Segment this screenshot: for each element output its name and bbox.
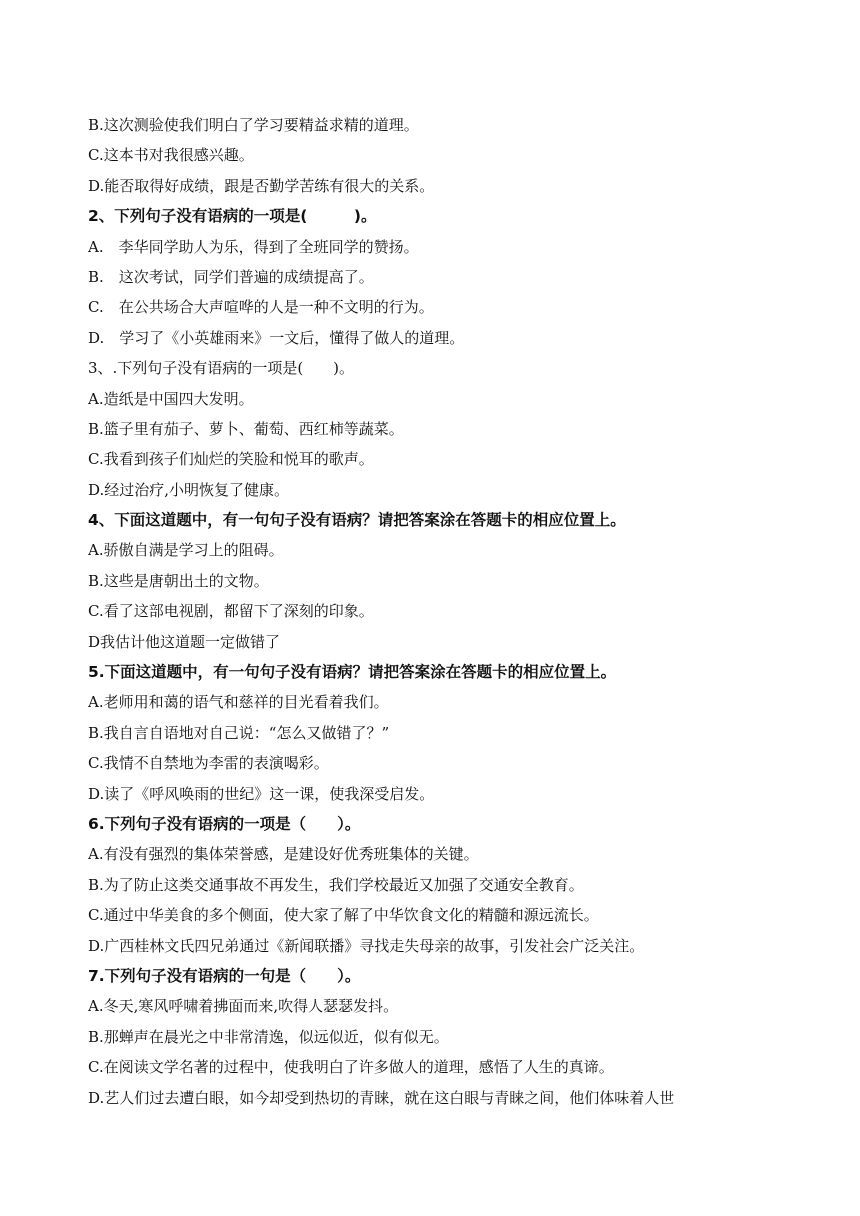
option-line: B.这次测验使我们明白了学习要精益求精的道理。 (88, 116, 419, 134)
option-line: D.经过治疗,小明恢复了健康。 (88, 480, 290, 499)
option-line: B.那蝉声在晨光之中非常清逸，似远似近，似有似无。 (88, 1027, 449, 1046)
question-heading: 6.下列句子没有语病的一项是（ ）。 (88, 814, 361, 833)
option-line: D.读了《呼风唤雨的世纪》这一课，使我深受启发。 (88, 784, 435, 803)
option-line: C.通过中华美食的多个侧面，使大家了解了中华饮食文化的精髓和源远流长。 (88, 906, 599, 925)
question-heading: 3、.下列句子没有语病的一项是( )。 (88, 359, 355, 378)
option-line: B.篮子里有茄子、萝卜、葡萄、西红柿等蔬菜。 (88, 419, 404, 438)
option-line: A. 李华同学助人为乐，得到了全班同学的赞扬。 (88, 237, 419, 256)
option-line: A.造纸是中国四大发明。 (88, 389, 254, 408)
option-line: B.这些是唐朝出土的文物。 (88, 571, 269, 590)
option-line: B. 这次考试，同学们普遍的成绩提高了。 (88, 267, 374, 286)
question-list (88, 110, 788, 1113)
option-line: A.骄傲自满是学习上的阻碍。 (88, 541, 284, 560)
option-line: A.有没有强烈的集体荣誉感，是建设好优秀班集体的关键。 (88, 845, 479, 864)
option-line: B.我自言自语地对自己说：“怎么又做错了？” (88, 723, 390, 742)
question-heading: 4、下面这道题中，有一句句子没有语病？请把答案涂在答题卡的相应位置上。 (88, 511, 626, 530)
option-line: C. 在公共场合大声喧哗的人是一种不文明的行为。 (88, 298, 434, 317)
option-line: D.艺人们过去遭白眼，如今却受到热切的青睐，就在这白眼与青睐之间，他们体味着人世 (88, 1088, 675, 1107)
option-line: C.这本书对我很感兴趣。 (88, 146, 254, 165)
option-line: D我估计他这道题一定做错了 (88, 632, 281, 651)
option-line: D.能否取得好成绩，跟是否勤学苦练有很大的关系。 (88, 176, 435, 195)
option-line: C.我情不自禁地为李雷的表演喝彩。 (88, 754, 329, 773)
option-line: C.看了这部电视剧，都留下了深刻的印象。 (88, 602, 374, 621)
question-heading: 2、下列句子没有语病的一项是( )。 (88, 207, 377, 226)
option-line: A.老师用和蔼的语气和慈祥的目光看着我们。 (88, 693, 389, 712)
option-line: C.我看到孩子们灿烂的笑脸和悦耳的歌声。 (88, 450, 374, 469)
option-line: C.在阅读文学名著的过程中，使我明白了许多做人的道理，感悟了人生的真谛。 (88, 1058, 614, 1077)
option-line: D. 学习了《小英雄雨来》一文后，懂得了做人的道理。 (88, 328, 465, 347)
option-line: B.为了防止这类交通事故不再发生，我们学校最近又加强了交通安全教育。 (88, 875, 584, 894)
question-heading: 7.下列句子没有语病的一句是（ ）。 (88, 966, 361, 985)
option-line: A.冬天,寒风呼啸着拂面而来,吹得人瑟瑟发抖。 (88, 997, 399, 1016)
question-heading: 5.下面这道题中，有一句句子没有语病？请把答案涂在答题卡的相应位置上。 (88, 663, 617, 682)
option-line: D.广西桂林文氏四兄弟通过《新闻联播》寻找走失母亲的故事，引发社会广泛关注。 (88, 936, 645, 955)
